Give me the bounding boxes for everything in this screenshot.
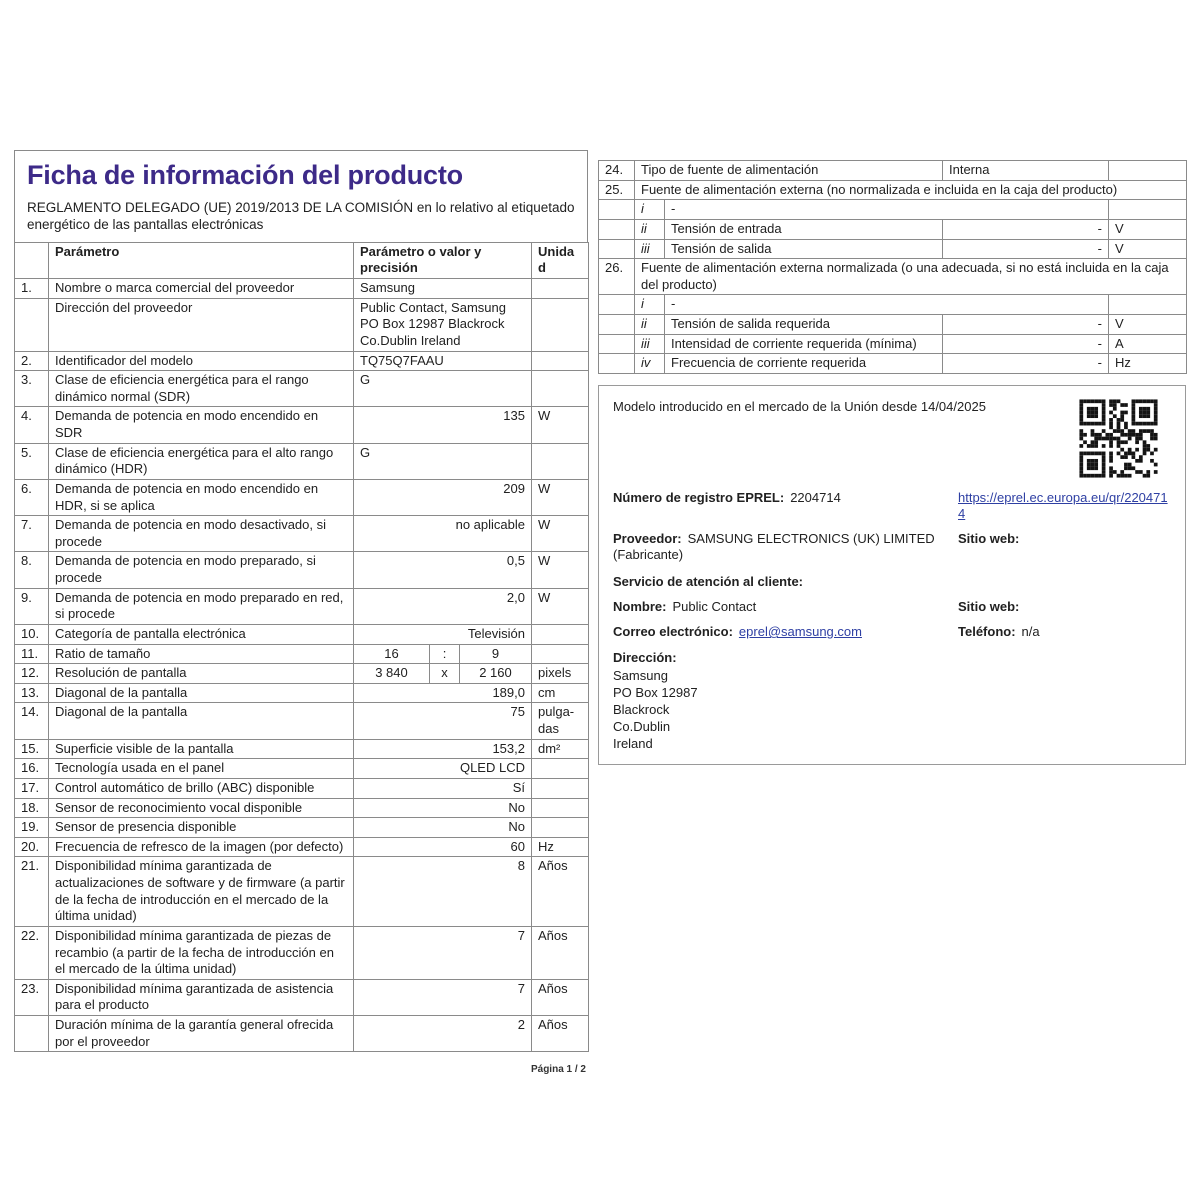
email-label: Correo electrónico: xyxy=(613,624,733,640)
address-label: Dirección: xyxy=(613,650,677,666)
param-value: 7 xyxy=(354,979,532,1015)
table-row xyxy=(599,239,1187,259)
row-number: 4. xyxy=(15,407,49,443)
row-number: 12. xyxy=(15,664,49,684)
param-unit: W xyxy=(532,479,589,515)
param-value: 0,5 xyxy=(354,552,532,588)
param-value-separator: : xyxy=(430,644,460,664)
table-row xyxy=(15,371,589,407)
row-number: 19. xyxy=(15,818,49,838)
row-number xyxy=(599,354,635,374)
param-value: Televisión xyxy=(354,624,532,644)
row-number: 8. xyxy=(15,552,49,588)
row-number: 7. xyxy=(15,516,49,552)
table-row xyxy=(599,334,1187,354)
row-number: 10. xyxy=(15,624,49,644)
market-entry-line: Modelo introducido en el mercado de la Unión desde 14/04/2025 xyxy=(613,399,986,414)
param-value: - xyxy=(943,334,1109,354)
row-number: 9. xyxy=(15,588,49,624)
page-number: Página 1 / 2 xyxy=(530,1064,586,1076)
param-unit: cm xyxy=(532,683,589,703)
param-unit: V xyxy=(1109,239,1187,259)
name-value: Public Contact xyxy=(672,598,757,614)
table-row xyxy=(599,315,1187,335)
row-number: 11. xyxy=(15,644,49,664)
param-unit xyxy=(532,443,589,479)
param-unit: A xyxy=(1109,334,1187,354)
row-number xyxy=(599,334,635,354)
table-row xyxy=(15,552,589,588)
table-row xyxy=(15,818,589,838)
param-label: - xyxy=(665,295,1109,315)
table-header-row xyxy=(15,242,589,278)
table-row xyxy=(15,298,589,351)
row-number: 24. xyxy=(599,161,635,181)
eprel-number: 2204714 xyxy=(790,489,841,505)
param-label: Fuente de alimentación externa (no normalizada e incluida en la caja del producto) xyxy=(635,180,1187,200)
param-value: 209 xyxy=(354,479,532,515)
row-number: 20. xyxy=(15,837,49,857)
eprel-label: Número de registro EPREL: xyxy=(613,489,785,505)
param-unit xyxy=(1109,200,1187,220)
param-label: Frecuencia de corriente requerida xyxy=(665,354,943,374)
param-value: QLED LCD xyxy=(354,759,532,779)
param-unit xyxy=(532,298,589,351)
row-number xyxy=(599,315,635,335)
service-website-label: Sitio web: xyxy=(958,598,1020,614)
param-unit: Años xyxy=(532,1016,589,1052)
param-unit xyxy=(532,371,589,407)
param-label: - xyxy=(665,200,1109,220)
eprel-registration xyxy=(613,490,948,523)
param-label: Demanda de potencia en modo preparado, si procede xyxy=(49,552,354,588)
address-line: Blackrock xyxy=(613,701,670,717)
param-value: 60 xyxy=(354,837,532,857)
table-row xyxy=(15,979,589,1015)
table-row xyxy=(599,161,1187,181)
param-unit: Hz xyxy=(532,837,589,857)
param-label: Demanda de potencia en modo encendido en SDR xyxy=(49,407,354,443)
row-subindex: i xyxy=(635,200,665,220)
param-label: Sensor de presencia disponible xyxy=(49,818,354,838)
param-unit xyxy=(532,279,589,299)
table-row xyxy=(15,778,589,798)
row-number: 21. xyxy=(15,857,49,927)
row-number: 6. xyxy=(15,479,49,515)
contact-name-line xyxy=(613,599,948,615)
param-unit xyxy=(532,759,589,779)
row-number xyxy=(599,239,635,259)
table-row xyxy=(599,295,1187,315)
phone-label: Teléfono: xyxy=(958,624,1016,640)
param-value: No xyxy=(354,818,532,838)
phone-line xyxy=(958,624,1169,640)
param-value: 75 xyxy=(354,703,532,739)
param-value-a: 16 xyxy=(354,644,430,664)
table-row xyxy=(15,664,589,684)
param-unit: W xyxy=(532,588,589,624)
param-label: Superficie visible de la pantalla xyxy=(49,739,354,759)
row-subindex: iv xyxy=(635,354,665,374)
address-line: Samsung xyxy=(613,667,668,683)
row-number: 5. xyxy=(15,443,49,479)
param-value: no aplicable xyxy=(354,516,532,552)
address-line: Ireland xyxy=(613,736,653,752)
param-label: Control automático de brillo (ABC) disponible xyxy=(49,778,354,798)
param-unit xyxy=(532,818,589,838)
table-row xyxy=(15,683,589,703)
table-row xyxy=(599,259,1187,295)
param-value: - xyxy=(943,354,1109,374)
param-value: 153,2 xyxy=(354,739,532,759)
provider-line xyxy=(613,531,948,564)
email-line xyxy=(613,624,948,640)
row-number xyxy=(599,200,635,220)
row-subindex: iii xyxy=(635,239,665,259)
param-unit: W xyxy=(532,552,589,588)
param-label: Demanda de potencia en modo desactivado, si procede xyxy=(49,516,354,552)
table-row xyxy=(15,759,589,779)
row-number xyxy=(599,295,635,315)
table-row xyxy=(15,588,589,624)
param-label: Tensión de salida xyxy=(665,239,943,259)
phone-value: n/a xyxy=(1021,624,1040,640)
param-value: Samsung xyxy=(354,279,532,299)
param-value: 2,0 xyxy=(354,588,532,624)
name-label: Nombre: xyxy=(613,598,667,614)
param-unit: V xyxy=(1109,219,1187,239)
row-number: 15. xyxy=(15,739,49,759)
row-number: 3. xyxy=(15,371,49,407)
param-unit xyxy=(1109,295,1187,315)
table-row xyxy=(15,624,589,644)
param-value: 189,0 xyxy=(354,683,532,703)
param-label: Nombre o marca comercial del proveedor xyxy=(49,279,354,299)
row-number xyxy=(15,298,49,351)
param-label: Duración mínima de la garantía general ofrecida por el proveedor xyxy=(49,1016,354,1052)
param-unit xyxy=(532,644,589,664)
param-label: Tensión de entrada xyxy=(665,219,943,239)
provider-website-label: Sitio web: xyxy=(958,531,1020,547)
param-value-a: 3 840 xyxy=(354,664,430,684)
table-row xyxy=(15,479,589,515)
row-number: 16. xyxy=(15,759,49,779)
param-value-b: 9 xyxy=(460,644,532,664)
row-number: 17. xyxy=(15,778,49,798)
row-subindex: iii xyxy=(635,334,665,354)
table-row xyxy=(15,739,589,759)
param-label: Disponibilidad mínima garantizada de actualizaciones de software y de firmware (a partir de la fecha de introducción en el mercado de la última unidad) xyxy=(49,857,354,927)
param-label: Identificador del modelo xyxy=(49,351,354,371)
page-title: Ficha de información del producto xyxy=(27,160,463,190)
param-value: 2 xyxy=(354,1016,532,1052)
table-row xyxy=(15,857,589,927)
row-number: 2. xyxy=(15,351,49,371)
param-label: Clase de eficiencia energética para el alto rango dinámico (HDR) xyxy=(49,443,354,479)
param-unit: Años xyxy=(532,857,589,927)
param-value: - xyxy=(943,315,1109,335)
row-number: 26. xyxy=(599,259,635,295)
table-row xyxy=(15,703,589,739)
row-number: 14. xyxy=(15,703,49,739)
row-subindex: ii xyxy=(635,315,665,335)
parameter-table xyxy=(14,242,589,1053)
param-label: Intensidad de corriente requerida (mínima) xyxy=(665,334,943,354)
title-area xyxy=(14,150,588,242)
row-number: 23. xyxy=(15,979,49,1015)
param-label: Tipo de fuente de alimentación xyxy=(635,161,943,181)
header-parametro: Parámetro xyxy=(49,242,354,278)
param-value: - xyxy=(943,239,1109,259)
param-label: Disponibilidad mínima garantizada de piezas de recambio (a partir de la fecha de introducción en el mercado de la última unidad) xyxy=(49,926,354,979)
param-value: 8 xyxy=(354,857,532,927)
param-label: Clase de eficiencia energética para el rango dinámico normal (SDR) xyxy=(49,371,354,407)
param-value: 135 xyxy=(354,407,532,443)
row-number: 22. xyxy=(15,926,49,979)
table-row xyxy=(15,407,589,443)
param-label: Ratio de tamaño xyxy=(49,644,354,664)
param-value: TQ75Q7FAAU xyxy=(354,351,532,371)
param-label: Tecnología usada en el panel xyxy=(49,759,354,779)
provider-label: Proveedor: xyxy=(613,531,682,547)
param-unit xyxy=(532,351,589,371)
power-supply-table xyxy=(598,160,1187,374)
param-label: Resolución de pantalla xyxy=(49,664,354,684)
param-label: Demanda de potencia en modo preparado en red, si procede xyxy=(49,588,354,624)
param-value-separator: x xyxy=(430,664,460,684)
param-unit: W xyxy=(532,407,589,443)
row-number: 13. xyxy=(15,683,49,703)
param-unit: Años xyxy=(532,926,589,979)
param-unit xyxy=(1109,161,1187,181)
param-unit: dm² xyxy=(532,739,589,759)
regulation-subtitle: REGLAMENTO DELEGADO (UE) 2019/2013 DE LA COMISIÓN en lo relativo al etiquetado energético de las pantallas electrónicas xyxy=(27,199,575,233)
table-row xyxy=(15,926,589,979)
param-label: Categoría de pantalla electrónica xyxy=(49,624,354,644)
left-panel xyxy=(14,150,588,1077)
param-unit: pixels xyxy=(532,664,589,684)
param-value: Public Contact, Samsung PO Box 12987 Blackrock Co.Dublin Ireland xyxy=(354,298,532,351)
right-panel xyxy=(598,160,1186,374)
table-row xyxy=(15,644,589,664)
param-unit xyxy=(532,778,589,798)
param-unit: V xyxy=(1109,315,1187,335)
param-unit: pulga-das xyxy=(532,703,589,739)
param-label: Demanda de potencia en modo encendido en HDR, si se aplica xyxy=(49,479,354,515)
table-row xyxy=(599,200,1187,220)
param-value: G xyxy=(354,443,532,479)
address-line: PO Box 12987 xyxy=(613,684,698,700)
row-number xyxy=(15,1016,49,1052)
row-number: 1. xyxy=(15,279,49,299)
param-label: Disponibilidad mínima garantizada de asistencia para el producto xyxy=(49,979,354,1015)
header-unidad: Unidad xyxy=(532,242,589,278)
eprel-info-box xyxy=(598,385,1186,765)
row-subindex: i xyxy=(635,295,665,315)
param-label: Dirección del proveedor xyxy=(49,298,354,351)
param-unit xyxy=(532,798,589,818)
header-corner-cell xyxy=(15,242,49,278)
table-row xyxy=(15,443,589,479)
param-value: Sí xyxy=(354,778,532,798)
param-value: Interna xyxy=(943,161,1109,181)
address-lines xyxy=(613,667,1169,753)
row-number: 25. xyxy=(599,180,635,200)
table-row xyxy=(15,516,589,552)
param-unit: Años xyxy=(532,979,589,1015)
qr-code xyxy=(1072,392,1165,485)
table-row xyxy=(15,279,589,299)
param-unit: Hz xyxy=(1109,354,1187,374)
table-row xyxy=(599,354,1187,374)
param-value: G xyxy=(354,371,532,407)
param-label: Frecuencia de refresco de la imagen (por defecto) xyxy=(49,837,354,857)
table-row xyxy=(15,351,589,371)
header-valor: Parámetro o valor y precisión xyxy=(354,242,532,278)
param-label: Tensión de salida requerida xyxy=(665,315,943,335)
row-subindex: ii xyxy=(635,219,665,239)
param-label: Fuente de alimentación externa normalizada (o una adecuada, si no está incluida en la caja del producto) xyxy=(635,259,1187,295)
eprel-link[interactable]: https://eprel.ec.europa.eu/qr/2204714 xyxy=(958,489,1168,521)
table-row xyxy=(15,798,589,818)
email-link[interactable]: eprel@samsung.com xyxy=(738,624,862,640)
param-value: No xyxy=(354,798,532,818)
customer-service-label: Servicio de atención al cliente: xyxy=(613,573,804,589)
param-label: Diagonal de la pantalla xyxy=(49,683,354,703)
address-line: Co.Dublin xyxy=(613,719,671,735)
param-unit: W xyxy=(532,516,589,552)
param-value: - xyxy=(943,219,1109,239)
provider-value: SAMSUNG ELECTRONICS (UK) LIMITED (Fabricante) xyxy=(613,531,935,563)
table-row xyxy=(599,180,1187,200)
row-number: 18. xyxy=(15,798,49,818)
param-label: Diagonal de la pantalla xyxy=(49,703,354,739)
param-value-b: 2 160 xyxy=(460,664,532,684)
table-row xyxy=(599,219,1187,239)
param-value: 7 xyxy=(354,926,532,979)
table-row xyxy=(15,837,589,857)
table-row xyxy=(15,1016,589,1052)
param-unit xyxy=(532,624,589,644)
param-label: Sensor de reconocimiento vocal disponible xyxy=(49,798,354,818)
row-number xyxy=(599,219,635,239)
